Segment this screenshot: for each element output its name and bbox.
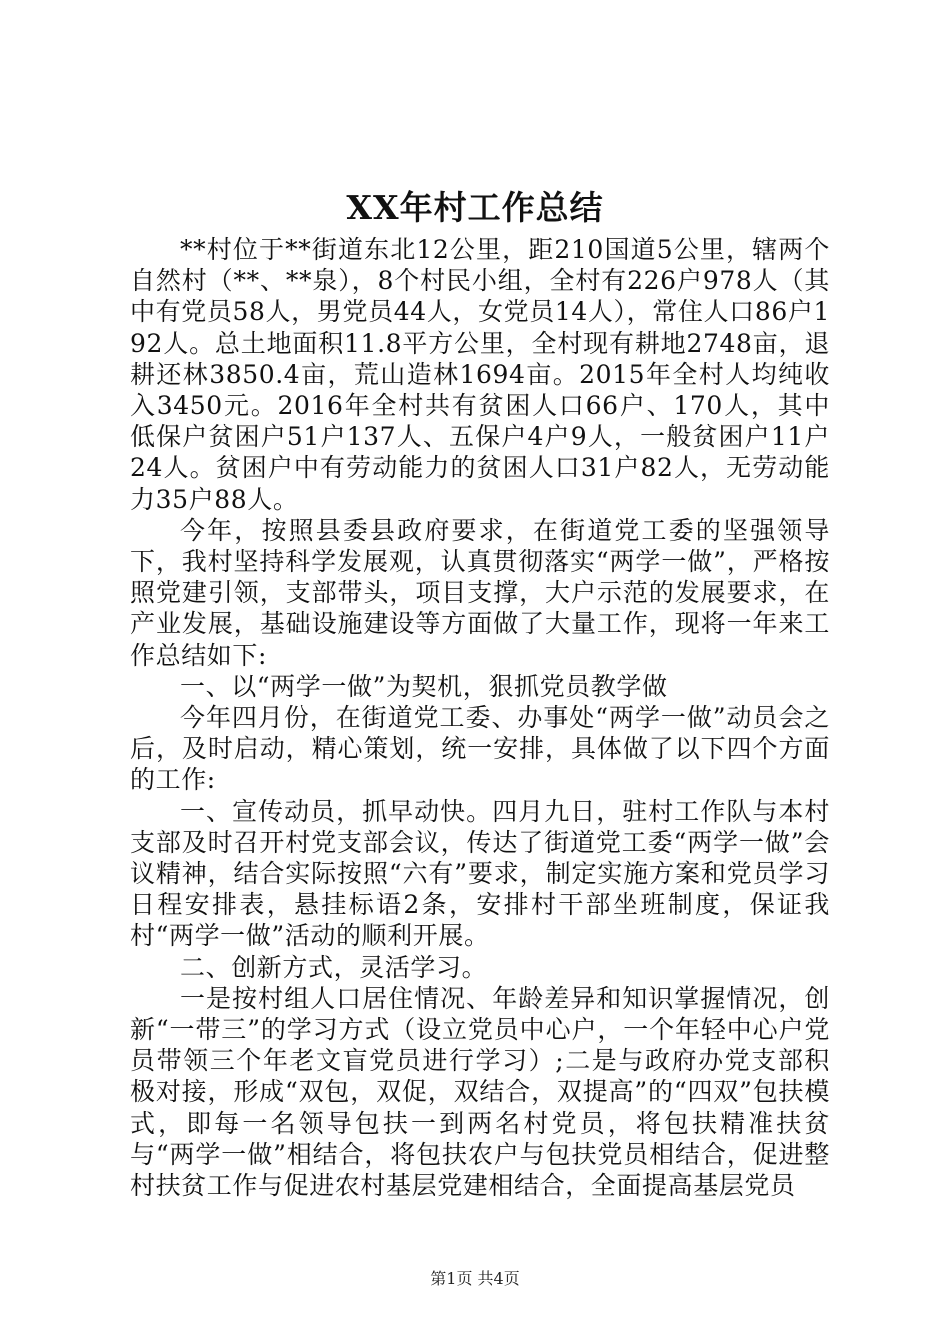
document-body bbox=[130, 234, 830, 1201]
subheading-innovative-methods: 二、创新方式，灵活学习。 bbox=[180, 952, 488, 982]
section-heading-1: 一、以“两学一做”为契机，狠抓党员教学做 bbox=[180, 671, 668, 701]
paragraph-learning-methods: 一是按村组人口居住情况、年龄差异和知识掌握情况，创新“一带三”的学习方式（设立党员中心户，一个年轻中心户党员带领三个年老文盲党员进行学习）;二是与政府办党支部积极对接，形成“双包，双促，双结合，双提高”的“四双”包扶模式，即每一名领导包扶一到两名村党员，将包扶精准扶贫与“两学一做”相结合，将包扶农户与包扶党员相结合，促进整村扶贫工作与促进农村基层党建相结合，全面提高基层党员 bbox=[130, 983, 830, 1201]
document-title: XX年村工作总结 bbox=[346, 188, 604, 227]
paragraph-introduction: 今年，按照县委县政府要求，在街道党工委的坚强领导下，我村坚持科学发展观，认真贯彻落实“两学一做”，严格按照党建引领，支部带头，项目支撑，大户示范的发展要求，在产业发展，基础设施建设等方面做了大量工作，现将一年来工作总结如下: bbox=[130, 515, 830, 670]
page-number-footer: 第1页 共4页 bbox=[430, 1269, 520, 1288]
paragraph-village-overview: **村位于**街道东北12公里，距210国道5公里，辖两个自然村（**、**泉），8个村民小组，全村有226户978人（其中有党员58人，男党员44人，女党员14人），常住人口86户192人。总土地面积11.8平方公里，全村现有耕地2748亩，退耕还林3850.4亩，荒山造林1694亩。2015年全村人均纯收入3450元。2016年全村共有贫困人口66户、170人，其中低保户贫困户51户137人、五保户4户9人，一般贫困户11户24人。贫困户中有劳动能力的贫困人口31户82人，无劳动能力35户88人。 bbox=[130, 235, 830, 514]
paragraph-section-1-intro: 今年四月份，在街道党工委、办事处“两学一做”动员会之后，及时启动，精心策划，统一安排，具体做了以下四个方面的工作: bbox=[130, 703, 830, 795]
paragraph-publicity-mobilization: 一、宣传动员，抓早动快。四月九日，驻村工作队与本村支部及时召开村党支部会议，传达了街道党工委“两学一做”会议精神，结合实际按照“六有”要求，制定实施方案和党员学习日程安排表，悬挂标语2条，安排村干部坐班制度，保证我村“两学一做”活动的顺利开展。 bbox=[130, 796, 830, 951]
